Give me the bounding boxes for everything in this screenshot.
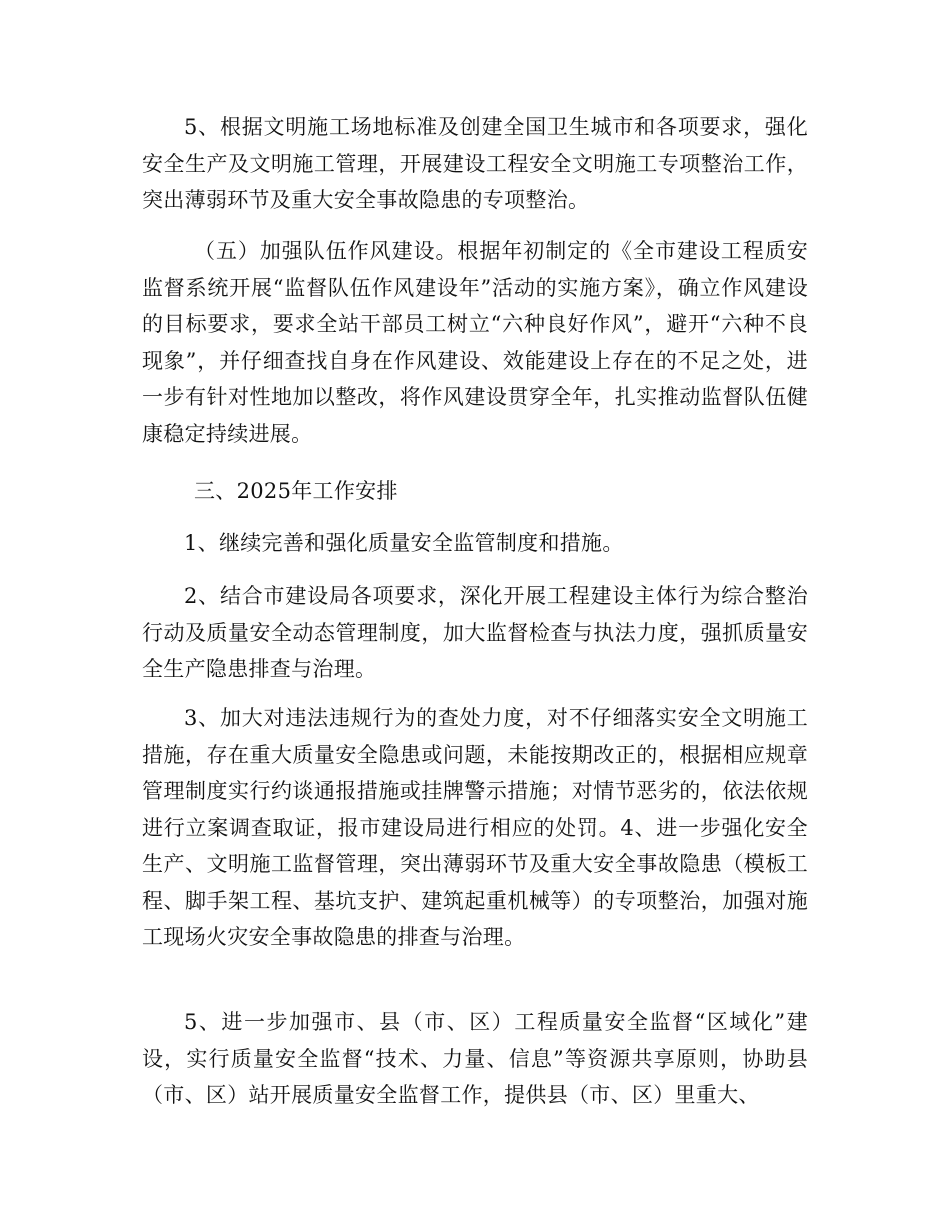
paragraph-item-3-4: 3、加大对违法违规行为的查处力度，对不仔细落实安全文明施工措施，存在重大质量安全隐患或问题，未能按期改正的，根据相应规章管理制度实行约谈通报措施或挂牌警示措施；对情节恶劣的，依法依规进行立案调查取证，报市建设局进行相应的处罚。4、进一步强化安全生产、文明施工监督管理，突出薄弱环节及重大安全事故隐患（模板工程、脚手架工程、基坑支护、建筑起重机械等）的专项整治，加强对施工现场火灾安全事故隐患的排查与治理。 xyxy=(142,706,808,949)
paragraph-team-style-building: （五）加强队伍作风建设。根据年初制定的《全市建设工程质安监督系统开展“监督队伍作风建设年”活动的实施方案》，确立作风建设的目标要求，要求全站干部员工树立“六种良好作风”，避开“六种不良现象”，并仔细查找自身在作风建设、效能建设上存在的不足之处，进一步有针对性地加以整改，将作风建设贯穿全年，扎实推动监督队伍健康稳定持续进展。 xyxy=(142,239,808,446)
paragraph-item-5: 5、进一步加强市、县（市、区）工程质量安全监督“区域化”建设，实行质量安全监督“技术、力量、信息”等资源共享原则，协助县（市、区）站开展质量安全监督工作，提供县（市、区）里重大、 xyxy=(142,1010,808,1107)
paragraph-item-1: 1、继续完善和强化质量安全监管制度和措施。 xyxy=(184,531,624,555)
paragraph-civilized-construction: 5、根据文明施工场地标准及创建全国卫生城市和各项要求，强化安全生产及文明施工管理，开展建设工程安全文明施工专项整治工作，突出薄弱环节及重大安全事故隐患的专项整治。 xyxy=(142,115,808,212)
paragraph-item-2: 2、结合市建设局各项要求，深化开展工程建设主体行为综合整治行动及质量安全动态管理制度，加大监督检查与执法力度，强抓质量安全生产隐患排查与治理。 xyxy=(142,584,808,681)
section-heading-2025-work-plan: 三、2025年工作安排 xyxy=(194,479,398,503)
